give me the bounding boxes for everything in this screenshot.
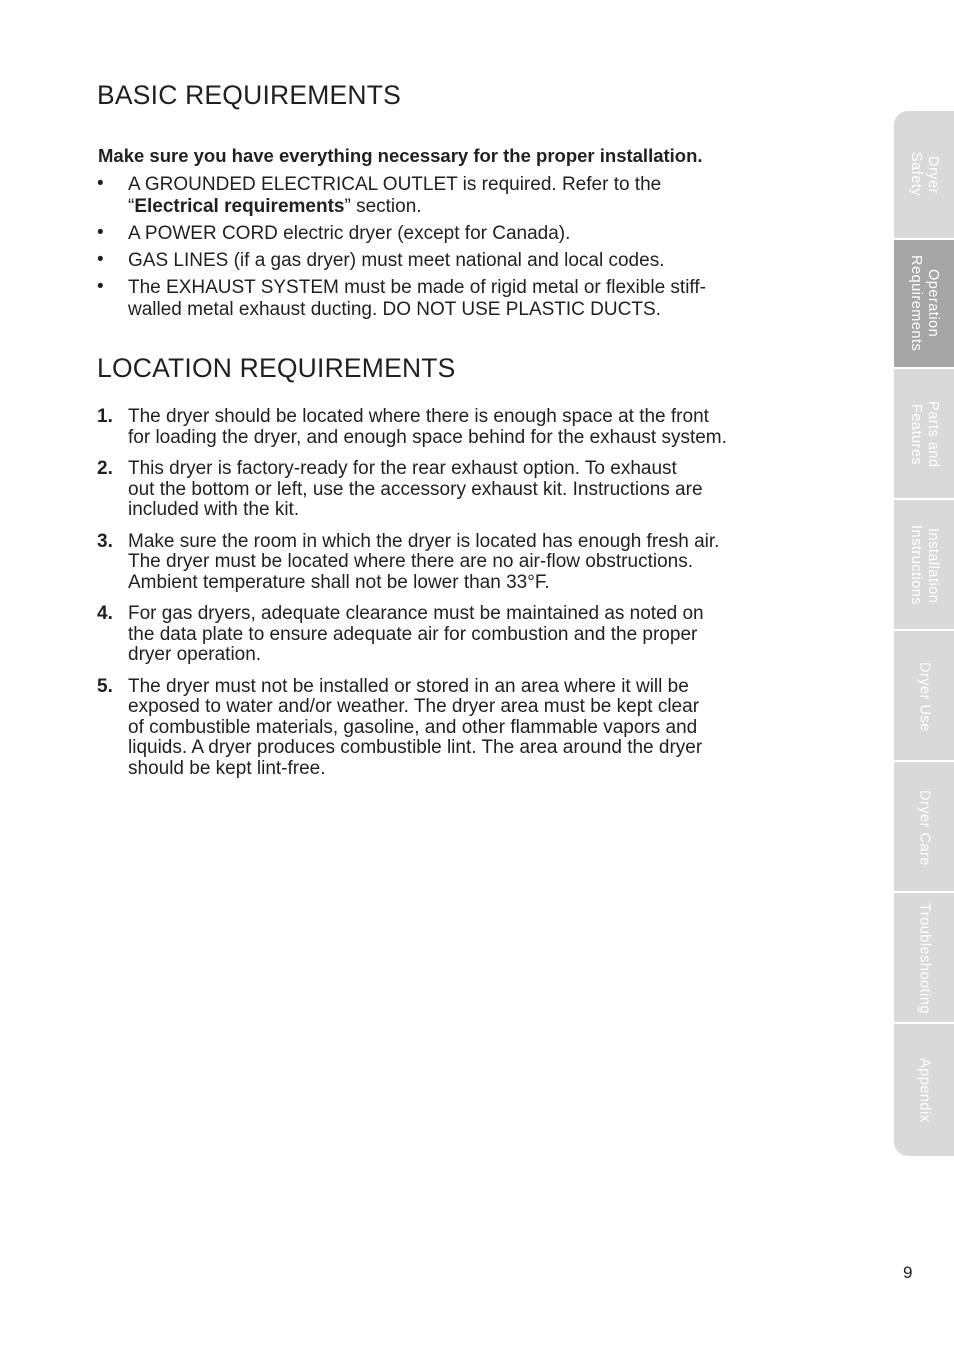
tab-label bbox=[916, 1058, 933, 1122]
bullet-text-line: walled metal exhaust ducting. DO NOT USE PLASTIC DUCTS. bbox=[128, 299, 661, 320]
step-text-line: dryer operation. bbox=[128, 644, 262, 665]
location-requirements-heading: LOCATION REQUIREMENTS bbox=[97, 353, 456, 383]
list-item bbox=[97, 277, 706, 321]
step-text-line: The dryer should be located where there is enough space at the front bbox=[128, 406, 709, 427]
step-text-line: the data plate to ensure adequate air for combustion and the proper bbox=[128, 623, 698, 645]
basic-requirements-intro: Make sure you have everything necessary for the proper installation. bbox=[98, 145, 703, 166]
step-text-line: The dryer must not be installed or stored in an area where it will be bbox=[128, 675, 689, 697]
page-number: 9 bbox=[903, 1263, 913, 1282]
step-number: 1. bbox=[97, 406, 113, 427]
step-number: 2. bbox=[97, 458, 113, 479]
tab-label bbox=[907, 152, 941, 196]
list-item bbox=[97, 459, 867, 521]
electrical-requirements-reference: Electrical requirements bbox=[134, 196, 345, 217]
step-number: 4. bbox=[97, 603, 113, 624]
step-text-line: of combustible materials, gasoline, and other flammable vapors and bbox=[128, 716, 698, 738]
tab-label-line: Dryer Use bbox=[916, 661, 933, 732]
tab-label-line: Requirements bbox=[908, 255, 924, 352]
tab-troubleshooting[interactable] bbox=[894, 895, 954, 1024]
tab-label-line: Safety bbox=[908, 152, 924, 197]
list-item bbox=[97, 532, 867, 594]
bullet-icon: • bbox=[97, 249, 104, 270]
section-tabs bbox=[894, 111, 954, 1156]
step-number: 5. bbox=[97, 675, 113, 697]
tab-label-line: Instructions bbox=[908, 525, 924, 606]
basic-requirements-list bbox=[97, 174, 706, 326]
list-item bbox=[97, 604, 867, 666]
step-text-line: for loading the dryer, and enough space behind for the exhaust system. bbox=[128, 426, 727, 448]
tab-label-line: Features bbox=[908, 403, 924, 466]
bullet-text-quote-close: ” section. bbox=[344, 196, 422, 217]
step-text-line: Ambient temperature shall not be lower than 33°F. bbox=[128, 571, 550, 593]
tab-appendix[interactable] bbox=[894, 1026, 954, 1155]
bullet-text-line: GAS LINES (if a gas dryer) must meet national and local codes. bbox=[128, 250, 665, 271]
tab-operation-requirements[interactable] bbox=[894, 240, 954, 369]
list-item bbox=[97, 250, 706, 272]
step-text-line: should be kept lint-free. bbox=[128, 757, 326, 779]
bullet-icon: • bbox=[97, 276, 104, 297]
tab-label-line: Troubleshooting bbox=[916, 903, 933, 1014]
tab-installation-instructions[interactable] bbox=[894, 502, 954, 631]
tab-label bbox=[916, 790, 933, 866]
tab-dryer-use[interactable] bbox=[894, 633, 954, 762]
tab-dryer-safety[interactable] bbox=[894, 111, 954, 240]
bullet-text-line: A POWER CORD electric dryer (except for Canada). bbox=[128, 223, 571, 244]
step-text-line: included with the kit. bbox=[128, 499, 300, 520]
bullet-icon: • bbox=[97, 222, 104, 243]
tab-label-line: Installation bbox=[925, 527, 941, 604]
step-text-line: exposed to water and/or weather. The dryer area must be kept clear bbox=[128, 696, 700, 717]
step-text-line: liquids. A dryer produces combustible lint. The area around the dryer bbox=[128, 737, 703, 758]
step-text-line: out the bottom or left, use the accessory exhaust kit. Instructions are bbox=[128, 478, 703, 500]
tab-label bbox=[907, 525, 941, 605]
basic-requirements-heading: BASIC REQUIREMENTS bbox=[97, 80, 401, 110]
bullet-icon: • bbox=[97, 173, 104, 194]
list-item bbox=[97, 677, 867, 780]
tab-label bbox=[907, 401, 941, 468]
bullet-text-quote-open: “ bbox=[128, 196, 135, 217]
bullet-text-line: A GROUNDED ELECTRICAL OUTLET is required. Refer to the bbox=[128, 174, 662, 195]
step-text-line: This dryer is factory-ready for the rear exhaust option. To exhaust bbox=[128, 458, 677, 479]
list-item bbox=[97, 174, 706, 218]
tab-label bbox=[907, 255, 941, 351]
bullet-text-line: The EXHAUST SYSTEM must be made of rigid metal or flexible stiff- bbox=[128, 277, 706, 298]
list-item bbox=[97, 407, 867, 448]
tab-label-line: Dryer Care bbox=[916, 789, 933, 866]
tab-label-line: Parts and bbox=[925, 401, 941, 468]
tab-dryer-care[interactable] bbox=[894, 764, 954, 893]
tab-label bbox=[916, 903, 933, 1014]
step-text-line: For gas dryers, adequate clearance must be maintained as noted on bbox=[128, 603, 704, 624]
location-requirements-list bbox=[97, 407, 867, 790]
tab-label-line: Appendix bbox=[916, 1058, 933, 1123]
step-text-line: The dryer must be located where there are no air-flow obstructions. bbox=[128, 551, 693, 572]
tab-label-line: Dryer bbox=[925, 155, 941, 194]
tab-parts-and-features[interactable] bbox=[894, 371, 954, 500]
tab-label-line: Operation bbox=[925, 269, 941, 338]
list-item bbox=[97, 223, 706, 245]
step-text-line: Make sure the room in which the dryer is located has enough fresh air. bbox=[128, 530, 720, 552]
step-number: 3. bbox=[97, 530, 113, 552]
tab-label bbox=[916, 662, 933, 732]
